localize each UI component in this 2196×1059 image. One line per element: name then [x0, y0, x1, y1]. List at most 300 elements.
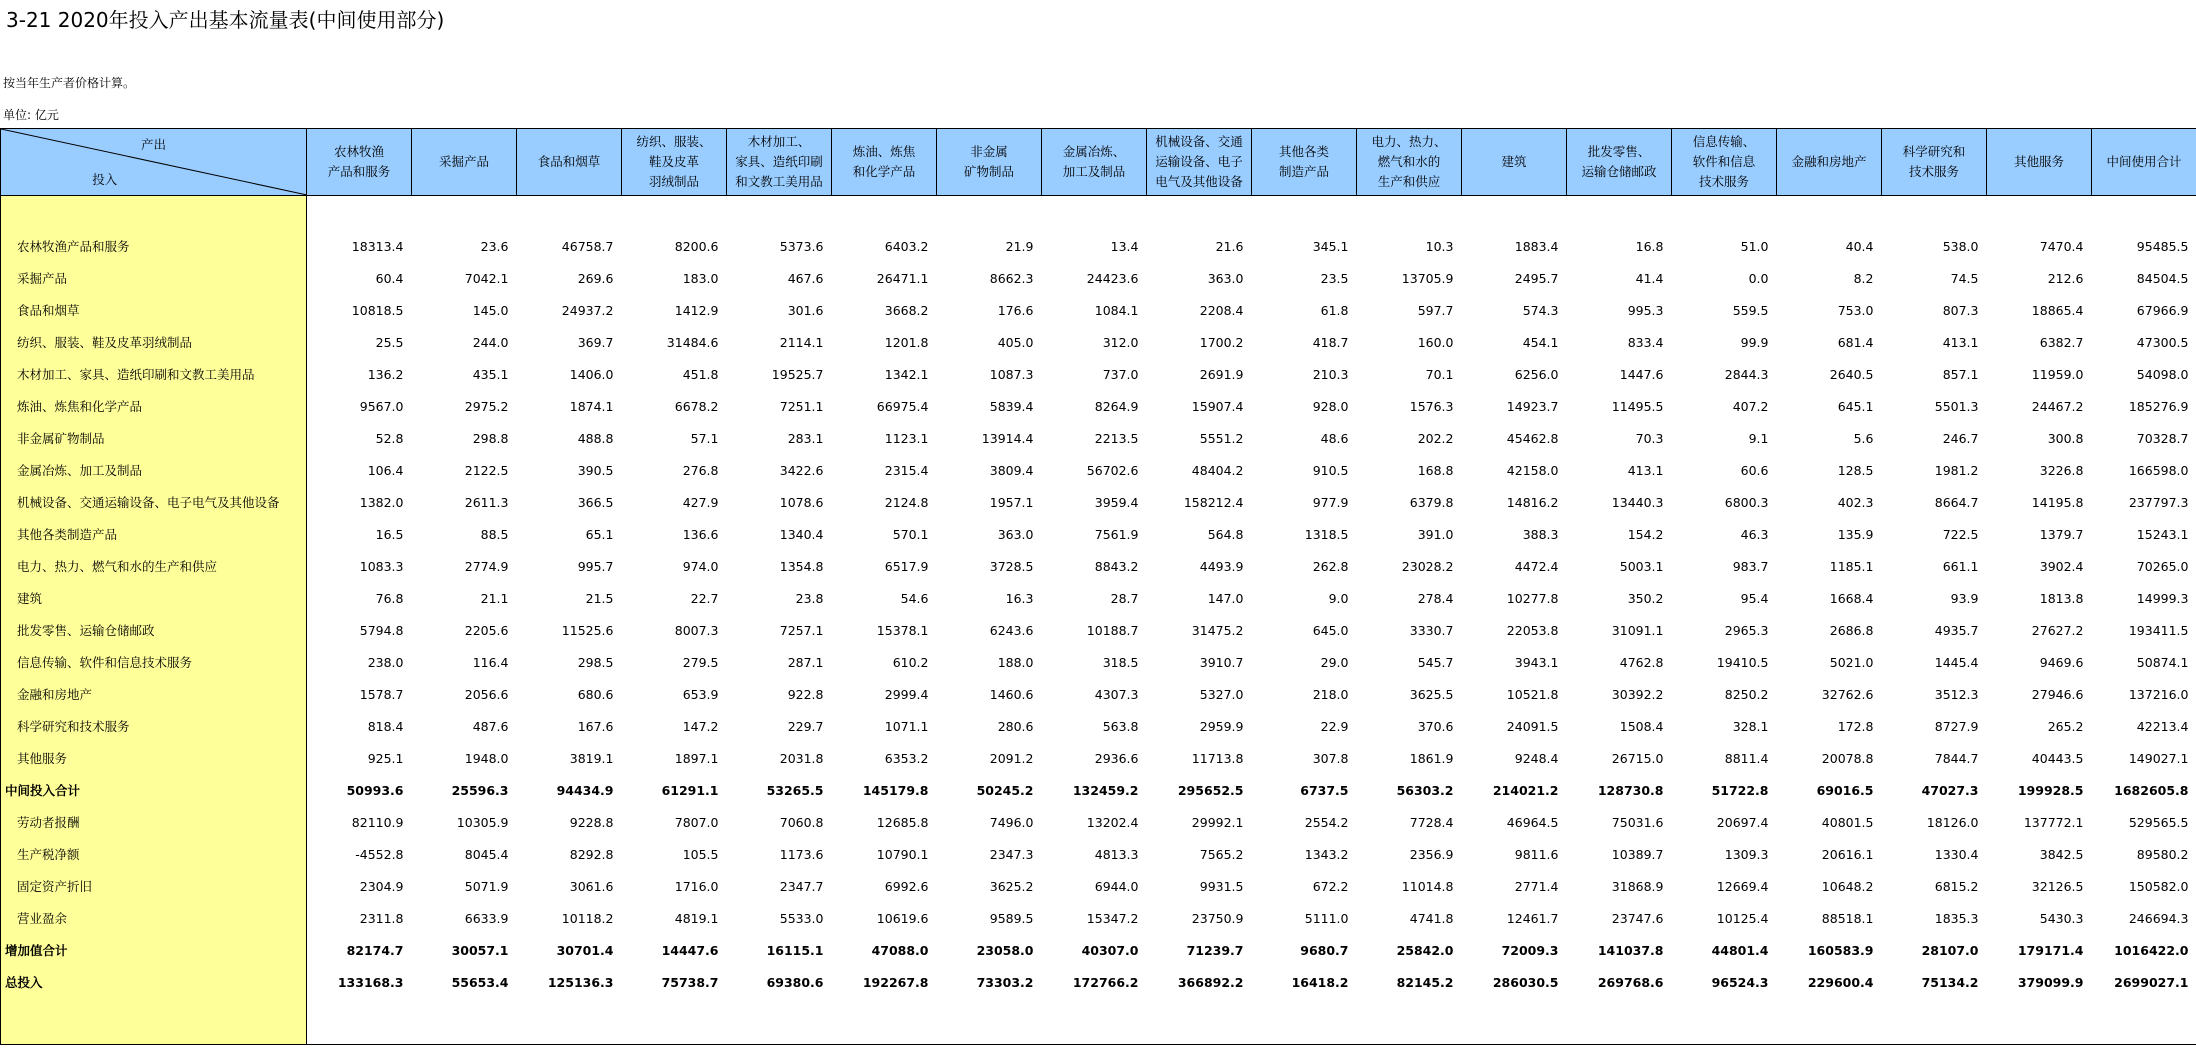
table-cell: 7496.0 [989, 814, 1034, 830]
table-cell: 366.5 [577, 494, 614, 510]
table-cell: 1343.2 [1304, 846, 1349, 862]
table-cell: 3226.8 [2039, 462, 2084, 478]
table-cell: 238.0 [367, 654, 404, 670]
table-cell: 2031.8 [779, 750, 824, 766]
table-cell: 2975.2 [464, 398, 509, 414]
table-cell: 3512.3 [1934, 686, 1979, 702]
table-cell: 31475.2 [1191, 622, 1244, 638]
table-cell: 47088.0 [871, 942, 929, 958]
column-header [1357, 129, 1462, 196]
table-cell: 977.9 [1312, 494, 1349, 510]
table-cell: 1897.1 [674, 750, 719, 766]
table-cell: 11713.8 [1191, 750, 1244, 766]
column-header-line: 机械设备、交通 [1155, 134, 1243, 149]
table-cell: 51.0 [1740, 238, 1769, 254]
table-cell: 185276.9 [2128, 398, 2189, 414]
table-cell: 23.5 [1320, 270, 1349, 286]
table-cell: 50245.2 [976, 782, 1034, 798]
header-row [1, 129, 2196, 196]
table-cell: 1835.3 [1934, 910, 1979, 926]
table-cell: 11495.5 [1611, 398, 1664, 414]
table-cell: 76.8 [375, 590, 404, 606]
table-cell: 9228.8 [569, 814, 614, 830]
table-cell: 183.0 [682, 270, 719, 286]
table-cell: 10521.8 [1506, 686, 1559, 702]
table-cell: 75134.2 [1921, 974, 1979, 990]
table-cell: 4307.3 [1094, 686, 1139, 702]
table-cell: 10648.2 [1821, 878, 1874, 894]
table-cell: 6353.2 [884, 750, 929, 766]
spacer-fill [307, 196, 2196, 231]
table-cell: 661.1 [1942, 558, 1979, 574]
row-label: 机械设备、交通运输设备、电子电气及其他设备 [1, 486, 307, 518]
table-cell: 7561.9 [1094, 526, 1139, 542]
trailing-label-cell [1, 998, 307, 1045]
table-cell: 61291.1 [661, 782, 719, 798]
row-label: 增加值合计 [1, 934, 307, 966]
table-cell: 246.7 [1942, 430, 1979, 446]
table-cell: 10790.1 [876, 846, 929, 862]
table-cell: 8292.8 [569, 846, 614, 862]
table-cell: 680.6 [577, 686, 614, 702]
table-cell: 14923.7 [1506, 398, 1559, 414]
table-cell: 11959.0 [2031, 366, 2084, 382]
table-cell: 1447.6 [1619, 366, 1664, 382]
table-cell: 24423.6 [1086, 270, 1139, 286]
table-cell: 974.0 [682, 558, 719, 574]
table-cell: 18865.4 [2031, 302, 2084, 318]
table-cell: 158212.4 [1183, 494, 1244, 510]
table-cell: 55653.4 [451, 974, 509, 990]
table-cell: 545.7 [1417, 654, 1454, 670]
table-cell: 262.8 [1312, 558, 1349, 574]
column-header [307, 129, 412, 196]
column-header-line: 科学研究和 [1902, 144, 1966, 159]
table-cell: 136.2 [367, 366, 404, 382]
table-cell: 379099.9 [2017, 974, 2084, 990]
table-cell: 402.3 [1837, 494, 1874, 510]
column-header-line: 信息传输、 [1692, 134, 1756, 149]
table-row [1, 646, 2196, 678]
table-cell: 25842.0 [1396, 942, 1454, 958]
table-cell: 74.5 [1950, 270, 1979, 286]
table-cell: 95.4 [1740, 590, 1769, 606]
table-cell: 454.1 [1522, 334, 1559, 350]
table-cell: 14816.2 [1506, 494, 1559, 510]
table-cell: 244.0 [472, 334, 509, 350]
row-label: 批发零售、运输仓储邮政 [1, 614, 307, 646]
table-cell: 16.8 [1635, 238, 1664, 254]
table-cell: 269768.6 [1597, 974, 1664, 990]
table-cell: 42158.0 [1506, 462, 1559, 478]
table-row [1, 294, 2196, 326]
table-cell: 1016422.0 [2114, 942, 2189, 958]
table-cell: 69016.5 [1816, 782, 1874, 798]
table-cell: 2686.8 [1829, 622, 1874, 638]
table-cell: 6633.9 [464, 910, 509, 926]
table-row [1, 262, 2196, 294]
table-cell: 60.4 [375, 270, 404, 286]
table-cell: 3330.7 [1409, 622, 1454, 638]
table-cell: 21.6 [1215, 238, 1244, 254]
table-cell: 1813.8 [2039, 590, 2084, 606]
table-cell: 14195.8 [2031, 494, 2084, 510]
table-cell: 1185.1 [1829, 558, 1874, 574]
table-cell: 30701.4 [556, 942, 614, 958]
table-cell: 52.8 [375, 430, 404, 446]
table-cell: 168.8 [1417, 462, 1454, 478]
table-cell: 1948.0 [464, 750, 509, 766]
table-cell: 8811.4 [1724, 750, 1769, 766]
table-cell: 2844.3 [1724, 366, 1769, 382]
table-cell: 2936.6 [1094, 750, 1139, 766]
table-cell: 54.6 [900, 590, 929, 606]
table-cell: 42213.4 [2136, 718, 2189, 734]
column-header-line: 软件和信息 [1692, 154, 1756, 169]
table-cell: 1083.3 [359, 558, 404, 574]
table-row [1, 358, 2196, 390]
row-label: 劳动者报酬 [1, 806, 307, 838]
table-cell: 2122.5 [464, 462, 509, 478]
table-cell: 1874.1 [569, 398, 614, 414]
table-cell: 212.6 [2047, 270, 2084, 286]
table-cell: 8843.2 [1094, 558, 1139, 574]
table-cell: 405.0 [997, 334, 1034, 350]
table-cell: 390.5 [577, 462, 614, 478]
table-row [1, 550, 2196, 582]
table-cell: 40443.5 [2031, 750, 2084, 766]
table-cell: 11014.8 [1401, 878, 1454, 894]
column-header-line: 电气及其他设备 [1155, 174, 1243, 189]
table-cell: 0.0 [1748, 270, 1769, 286]
table-cell: 61.8 [1320, 302, 1349, 318]
table-cell: 2611.3 [464, 494, 509, 510]
column-header [517, 129, 622, 196]
unit-label: 单位: 亿元 [3, 108, 59, 122]
table-cell: 12669.4 [1716, 878, 1769, 894]
table-cell: 15243.1 [2136, 526, 2189, 542]
table-row [1, 486, 2196, 518]
table-cell: 280.6 [997, 718, 1034, 734]
table-cell: 1173.6 [779, 846, 824, 862]
table-cell: 13202.4 [1086, 814, 1139, 830]
table-cell: 286030.5 [1492, 974, 1559, 990]
table-cell: 147.2 [682, 718, 719, 734]
table-cell: 22.9 [1320, 718, 1349, 734]
table-cell: 9.0 [1328, 590, 1349, 606]
table-cell: 19525.7 [771, 366, 824, 382]
table-cell: 5327.0 [1199, 686, 1244, 702]
table-cell: 18126.0 [1926, 814, 1979, 830]
table-cell: 559.5 [1732, 302, 1769, 318]
table-cell: 2315.4 [884, 462, 929, 478]
table-cell: 70265.0 [2136, 558, 2189, 574]
column-header-line: 制造产品 [1278, 164, 1329, 179]
row-label: 营业盈余 [1, 902, 307, 934]
page-title: 3-21 2020年投入产出基本流量表(中间使用部分) [6, 8, 445, 32]
table-cell: 2347.7 [779, 878, 824, 894]
table-cell: 70.3 [1635, 430, 1664, 446]
table-cell: 1957.1 [989, 494, 1034, 510]
table-cell: 41.4 [1635, 270, 1664, 286]
table-cell: 833.4 [1627, 334, 1664, 350]
table-cell: 27627.2 [2031, 622, 2084, 638]
table-cell: 3061.6 [569, 878, 614, 894]
table-cell: 369.7 [577, 334, 614, 350]
table-cell: 5003.1 [1619, 558, 1664, 574]
table-cell: 193411.5 [2128, 622, 2189, 638]
column-header-line: 产品和服务 [327, 164, 391, 179]
table-cell: 4813.3 [1094, 846, 1139, 862]
table-cell: 3728.5 [989, 558, 1034, 574]
table-cell: 563.8 [1102, 718, 1139, 734]
spacer-label-cell [1, 196, 307, 231]
table-cell: 3943.1 [1514, 654, 1559, 670]
table-row [1, 870, 2196, 902]
table-cell: 21.1 [480, 590, 509, 606]
table-cell: 167.6 [577, 718, 614, 734]
table-cell: 50874.1 [2136, 654, 2189, 670]
table-cell: 1682605.8 [2114, 782, 2189, 798]
table-cell: 1406.0 [569, 366, 614, 382]
table-cell: 82174.7 [346, 942, 404, 958]
table-cell: 8664.7 [1934, 494, 1979, 510]
table-cell: 210.3 [1312, 366, 1349, 382]
column-header-line: 纺织、服装、 [636, 134, 712, 149]
table-row [1, 678, 2196, 710]
corner-output-label: 产出 [140, 137, 166, 152]
table-cell: 106.4 [367, 462, 404, 478]
table-cell: 137772.1 [2023, 814, 2084, 830]
table-cell: 229.7 [787, 718, 824, 734]
column-header-line: 燃气和水的 [1377, 154, 1441, 169]
table-cell: 8007.3 [674, 622, 719, 638]
table-row [1, 838, 2196, 870]
table-cell: 9469.6 [2039, 654, 2084, 670]
column-header-line: 运输仓储邮政 [1581, 164, 1657, 179]
column-header [1252, 129, 1357, 196]
table-cell: 10305.9 [456, 814, 509, 830]
table-cell: 229600.4 [1807, 974, 1874, 990]
table-row [1, 710, 2196, 742]
table-cell: 9811.6 [1514, 846, 1559, 862]
table-cell: 910.5 [1312, 462, 1349, 478]
table-cell: 145.0 [472, 302, 509, 318]
table-cell: 2213.5 [1094, 430, 1139, 446]
table-cell: 32762.6 [1821, 686, 1874, 702]
table-cell: 529565.5 [2128, 814, 2189, 830]
table-cell: 5430.3 [2039, 910, 2084, 926]
table-cell: 99.9 [1740, 334, 1769, 350]
table-cell: 4819.1 [674, 910, 719, 926]
table-cell: 6403.2 [884, 238, 929, 254]
table-cell: 5551.2 [1199, 430, 1244, 446]
table-cell: 570.1 [892, 526, 929, 542]
column-header-line: 非金属 [970, 144, 1008, 159]
row-label: 中间投入合计 [1, 774, 307, 806]
table-cell: 24467.2 [2031, 398, 2084, 414]
column-header-line: 农林牧渔 [333, 144, 384, 159]
column-header-line: 其他服务 [2013, 154, 2064, 169]
table-cell: 265.2 [2047, 718, 2084, 734]
table-cell: 1716.0 [674, 878, 719, 894]
table-cell: 413.1 [1942, 334, 1979, 350]
table-cell: 26715.0 [1611, 750, 1664, 766]
column-header [1462, 129, 1567, 196]
table-cell: 2208.4 [1199, 302, 1244, 318]
row-label: 采掘产品 [1, 262, 307, 294]
table-cell: 105.5 [682, 846, 719, 862]
table-cell: 8662.3 [989, 270, 1034, 286]
table-cell: 3625.5 [1409, 686, 1454, 702]
table-cell: 11525.6 [561, 622, 614, 638]
table-cell: 1508.4 [1619, 718, 1664, 734]
row-label: 总投入 [1, 966, 307, 998]
row-label: 金融和房地产 [1, 678, 307, 710]
table-cell: 15378.1 [876, 622, 929, 638]
table-cell: 27946.6 [2031, 686, 2084, 702]
table-cell: 2304.9 [359, 878, 404, 894]
table-cell: 435.1 [472, 366, 509, 382]
table-row [1, 806, 2196, 838]
table-cell: 391.0 [1417, 526, 1454, 542]
table-cell: 166598.0 [2128, 462, 2189, 478]
table-cell: 2495.7 [1514, 270, 1559, 286]
table-cell: 70.1 [1425, 366, 1454, 382]
table-cell: 1379.7 [2039, 526, 2084, 542]
table-body [1, 196, 2196, 1045]
table-row [1, 902, 2196, 934]
table-cell: 1084.1 [1094, 302, 1139, 318]
table-cell: 56303.2 [1396, 782, 1454, 798]
table-cell: 57.1 [690, 430, 719, 446]
table-cell: 6382.7 [2039, 334, 2084, 350]
table-cell: 218.0 [1312, 686, 1349, 702]
table-cell: 6256.0 [1514, 366, 1559, 382]
table-cell: 25596.3 [451, 782, 509, 798]
table-cell: 72009.3 [1501, 942, 1559, 958]
table-cell: 9248.4 [1514, 750, 1559, 766]
table-cell: 44801.4 [1711, 942, 1769, 958]
table-cell: 3959.4 [1094, 494, 1139, 510]
table-row [1, 614, 2196, 646]
table-cell: 24937.2 [561, 302, 614, 318]
table-row [1, 422, 2196, 454]
table-cell: 141037.8 [1597, 942, 1664, 958]
table-cell: 128730.8 [1597, 782, 1664, 798]
table-cell: 350.2 [1627, 590, 1664, 606]
column-header-line: 其他各类 [1278, 144, 1329, 159]
table-row [1, 934, 2196, 966]
table-cell: 9931.5 [1199, 878, 1244, 894]
table-cell: 467.6 [787, 270, 824, 286]
table-cell: 2114.1 [779, 334, 824, 350]
table-cell: 1071.1 [884, 718, 929, 734]
table-cell: 1861.9 [1409, 750, 1454, 766]
column-header-line: 金融和房地产 [1791, 154, 1867, 169]
table-cell: 487.6 [472, 718, 509, 734]
column-header-line: 和化学产品 [852, 164, 916, 179]
table-cell: 488.8 [577, 430, 614, 446]
table-cell: 2999.4 [884, 686, 929, 702]
table-cell: 1460.6 [989, 686, 1034, 702]
table-cell: 6243.6 [989, 622, 1034, 638]
table-cell: 807.3 [1942, 302, 1979, 318]
row-label: 其他服务 [1, 742, 307, 774]
table-cell: 28107.0 [1921, 942, 1979, 958]
table-cell: 47027.3 [1921, 782, 1979, 798]
column-header-line: 运输设备、电子 [1155, 154, 1243, 169]
table-cell: 29992.1 [1191, 814, 1244, 830]
table-cell: 172.8 [1837, 718, 1874, 734]
column-header-line: 建筑 [1501, 154, 1527, 169]
table-cell: 451.8 [682, 366, 719, 382]
table-cell: 388.3 [1522, 526, 1559, 542]
table-row [1, 966, 2196, 998]
table-cell: 19410.5 [1716, 654, 1769, 670]
column-header-line: 家具、造纸印刷 [735, 154, 823, 169]
table-cell: 278.4 [1417, 590, 1454, 606]
table-cell: 345.1 [1312, 238, 1349, 254]
table-cell: 116.4 [472, 654, 509, 670]
table-cell: 5021.0 [1829, 654, 1874, 670]
table-cell: 722.5 [1942, 526, 1979, 542]
row-label: 木材加工、家具、造纸印刷和文教工美用品 [1, 358, 307, 390]
table-cell: 29.0 [1320, 654, 1349, 670]
table-cell: 276.8 [682, 462, 719, 478]
table-cell: 32126.5 [2031, 878, 2084, 894]
column-header [1147, 129, 1252, 196]
table-cell: 645.1 [1837, 398, 1874, 414]
spacer-row [1, 196, 2196, 231]
column-header-line: 食品和烟草 [537, 154, 601, 169]
column-header-line: 生产和供应 [1377, 174, 1441, 189]
table-cell: 2691.9 [1199, 366, 1244, 382]
table-cell: 5794.8 [359, 622, 404, 638]
column-header [1987, 129, 2092, 196]
table-cell: 6944.0 [1094, 878, 1139, 894]
table-row [1, 390, 2196, 422]
table-cell: 269.6 [577, 270, 614, 286]
table-cell: 6992.6 [884, 878, 929, 894]
table-cell: 737.0 [1102, 366, 1139, 382]
table-cell: 246694.3 [2128, 910, 2189, 926]
table-cell: 31868.9 [1611, 878, 1664, 894]
table-cell: 28.7 [1110, 590, 1139, 606]
table-cell: 370.6 [1417, 718, 1454, 734]
row-label: 炼油、炼焦和化学产品 [1, 390, 307, 422]
table-cell: 6379.8 [1409, 494, 1454, 510]
table-cell: 857.1 [1942, 366, 1979, 382]
table-cell: 8200.6 [674, 238, 719, 254]
row-label: 其他各类制造产品 [1, 518, 307, 550]
table-cell: 26471.1 [876, 270, 929, 286]
table-cell: 995.3 [1627, 302, 1664, 318]
column-header-line: 技术服务 [1698, 174, 1749, 189]
table-cell: 96524.3 [1711, 974, 1769, 990]
table-cell: 150582.0 [2128, 878, 2189, 894]
table-cell: 8264.9 [1094, 398, 1139, 414]
table-cell: 16.3 [1005, 590, 1034, 606]
table-cell: 6815.2 [1934, 878, 1979, 894]
table-cell: 9.1 [1748, 430, 1769, 446]
table-cell: 30392.2 [1611, 686, 1664, 702]
table-row [1, 774, 2196, 806]
table-cell: 2056.6 [464, 686, 509, 702]
column-header-line: 金属冶炼、 [1062, 144, 1126, 159]
table-cell: 2124.8 [884, 494, 929, 510]
table-cell: 1318.5 [1304, 526, 1349, 542]
